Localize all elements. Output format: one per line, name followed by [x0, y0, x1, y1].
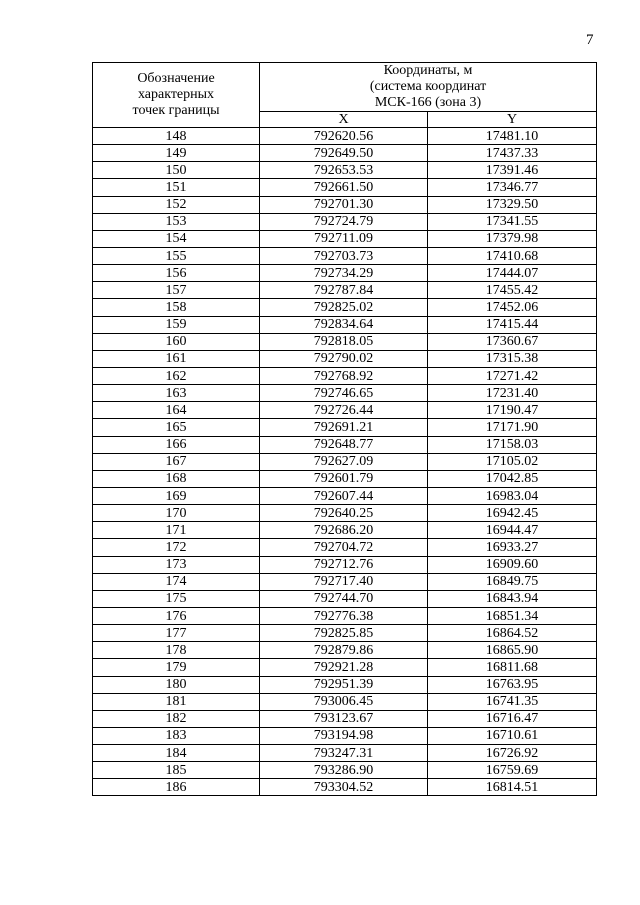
point-header-line: характерных [137, 87, 215, 102]
y-coordinate-cell: 16710.61 [428, 727, 597, 744]
table-row [93, 230, 597, 247]
x-coordinate-cell: 792607.44 [260, 487, 428, 504]
table-row [93, 693, 597, 710]
x-coordinate-cell: 792712.76 [260, 556, 428, 573]
table-row [93, 179, 597, 196]
x-coordinate-cell: 792951.39 [260, 676, 428, 693]
y-coordinate-cell: 17329.50 [428, 196, 597, 213]
x-column-header: X [260, 112, 428, 128]
table-row [93, 385, 597, 402]
y-coordinate-cell: 17415.44 [428, 316, 597, 333]
table-row [93, 350, 597, 367]
point-cell: 181 [93, 693, 260, 710]
table-row [93, 745, 597, 762]
table-row [93, 779, 597, 796]
point-cell: 174 [93, 573, 260, 590]
x-coordinate-cell: 792834.64 [260, 316, 428, 333]
table-row [93, 727, 597, 744]
x-coordinate-cell: 792734.29 [260, 265, 428, 282]
point-cell: 156 [93, 265, 260, 282]
x-coordinate-cell: 792746.65 [260, 385, 428, 402]
table-row [93, 556, 597, 573]
x-coordinate-cell: 792703.73 [260, 247, 428, 264]
x-coordinate-cell: 792879.86 [260, 642, 428, 659]
point-cell: 149 [93, 145, 260, 162]
table-row [93, 436, 597, 453]
point-header-line: Обозначение [137, 71, 215, 86]
point-cell: 172 [93, 539, 260, 556]
coord-header-line: (система координат [369, 79, 487, 94]
y-coordinate-cell: 17391.46 [428, 162, 597, 179]
point-cell: 154 [93, 230, 260, 247]
point-cell: 160 [93, 333, 260, 350]
y-coordinate-cell: 17341.55 [428, 213, 597, 230]
table-row [93, 316, 597, 333]
point-cell: 170 [93, 505, 260, 522]
table-row [93, 419, 597, 436]
table-row [93, 265, 597, 282]
point-cell: 148 [93, 128, 260, 145]
x-coordinate-cell: 792691.21 [260, 419, 428, 436]
x-coordinate-cell: 792704.72 [260, 539, 428, 556]
point-cell: 166 [93, 436, 260, 453]
point-cell: 161 [93, 350, 260, 367]
coordinates-table [92, 62, 597, 796]
table-row [93, 247, 597, 264]
table-row [93, 402, 597, 419]
x-coordinate-cell: 792601.79 [260, 470, 428, 487]
point-cell: 176 [93, 607, 260, 624]
table-row [93, 145, 597, 162]
table-body [93, 128, 597, 796]
table-row [93, 196, 597, 213]
point-cell: 157 [93, 282, 260, 299]
y-coordinate-cell: 17437.33 [428, 145, 597, 162]
x-coordinate-cell: 792717.40 [260, 573, 428, 590]
y-coordinate-cell: 16942.45 [428, 505, 597, 522]
x-coordinate-cell: 793194.98 [260, 727, 428, 744]
x-coordinate-cell: 792653.53 [260, 162, 428, 179]
y-coordinate-cell: 17360.67 [428, 333, 597, 350]
y-coordinate-cell: 17379.98 [428, 230, 597, 247]
y-coordinate-cell: 17105.02 [428, 453, 597, 470]
point-cell: 167 [93, 453, 260, 470]
x-coordinate-cell: 792724.79 [260, 213, 428, 230]
table-row [93, 539, 597, 556]
y-coordinate-cell: 17042.85 [428, 470, 597, 487]
coord-header-line: Координаты, м [383, 63, 473, 78]
table-row [93, 128, 597, 145]
table-row [93, 470, 597, 487]
y-coordinate-cell: 16763.95 [428, 676, 597, 693]
y-coordinate-cell: 17271.42 [428, 367, 597, 384]
y-coordinate-cell: 17346.77 [428, 179, 597, 196]
coord-header-line: МСК-166 (зона 3) [374, 95, 482, 110]
table-row [93, 162, 597, 179]
point-cell: 178 [93, 642, 260, 659]
point-cell: 183 [93, 727, 260, 744]
x-coordinate-cell: 793304.52 [260, 779, 428, 796]
y-coordinate-cell: 16716.47 [428, 710, 597, 727]
table-row [93, 642, 597, 659]
table-row [93, 505, 597, 522]
point-cell: 186 [93, 779, 260, 796]
x-coordinate-cell: 792711.09 [260, 230, 428, 247]
table-row [93, 299, 597, 316]
y-coordinate-cell: 17315.38 [428, 350, 597, 367]
table-row [93, 333, 597, 350]
x-coordinate-cell: 792627.09 [260, 453, 428, 470]
y-coordinate-cell: 16933.27 [428, 539, 597, 556]
table-row [93, 659, 597, 676]
table-row [93, 213, 597, 230]
y-coordinate-cell: 16843.94 [428, 590, 597, 607]
point-cell: 185 [93, 762, 260, 779]
point-cell: 179 [93, 659, 260, 676]
y-coordinate-cell: 17455.42 [428, 282, 597, 299]
y-coordinate-cell: 17190.47 [428, 402, 597, 419]
y-coordinate-cell: 16726.92 [428, 745, 597, 762]
x-coordinate-cell: 792744.70 [260, 590, 428, 607]
x-coordinate-cell: 792640.25 [260, 505, 428, 522]
point-designation-header [93, 63, 260, 128]
x-coordinate-cell: 792790.02 [260, 350, 428, 367]
point-cell: 159 [93, 316, 260, 333]
point-cell: 165 [93, 419, 260, 436]
x-coordinate-cell: 792661.50 [260, 179, 428, 196]
y-coordinate-cell: 16741.35 [428, 693, 597, 710]
coordinates-header [260, 63, 597, 112]
table-row [93, 762, 597, 779]
y-coordinate-cell: 16851.34 [428, 607, 597, 624]
y-coordinate-cell: 16865.90 [428, 642, 597, 659]
point-cell: 168 [93, 470, 260, 487]
point-cell: 151 [93, 179, 260, 196]
point-cell: 177 [93, 625, 260, 642]
point-cell: 173 [93, 556, 260, 573]
table-row [93, 453, 597, 470]
y-coordinate-cell: 16814.51 [428, 779, 597, 796]
table-row [93, 282, 597, 299]
point-cell: 162 [93, 367, 260, 384]
table-row [93, 607, 597, 624]
point-cell: 180 [93, 676, 260, 693]
table-row [93, 710, 597, 727]
point-cell: 153 [93, 213, 260, 230]
x-coordinate-cell: 792921.28 [260, 659, 428, 676]
y-coordinate-cell: 16944.47 [428, 522, 597, 539]
y-coordinate-cell: 17444.07 [428, 265, 597, 282]
x-coordinate-cell: 792776.38 [260, 607, 428, 624]
x-coordinate-cell: 792686.20 [260, 522, 428, 539]
point-cell: 169 [93, 487, 260, 504]
y-column-header: Y [428, 112, 597, 128]
y-coordinate-cell: 16759.69 [428, 762, 597, 779]
y-coordinate-cell: 17171.90 [428, 419, 597, 436]
x-coordinate-cell: 792787.84 [260, 282, 428, 299]
point-cell: 158 [93, 299, 260, 316]
x-coordinate-cell: 792620.56 [260, 128, 428, 145]
table-row [93, 573, 597, 590]
point-cell: 163 [93, 385, 260, 402]
point-cell: 155 [93, 247, 260, 264]
point-cell: 182 [93, 710, 260, 727]
x-coordinate-cell: 793286.90 [260, 762, 428, 779]
y-coordinate-cell: 16811.68 [428, 659, 597, 676]
point-cell: 164 [93, 402, 260, 419]
table-row [93, 590, 597, 607]
table-row [93, 676, 597, 693]
y-coordinate-cell: 16864.52 [428, 625, 597, 642]
y-coordinate-cell: 16983.04 [428, 487, 597, 504]
x-coordinate-cell: 792648.77 [260, 436, 428, 453]
y-coordinate-cell: 17481.10 [428, 128, 597, 145]
y-coordinate-cell: 17410.68 [428, 247, 597, 264]
x-coordinate-cell: 792701.30 [260, 196, 428, 213]
y-coordinate-cell: 17452.06 [428, 299, 597, 316]
x-coordinate-cell: 792818.05 [260, 333, 428, 350]
y-coordinate-cell: 17231.40 [428, 385, 597, 402]
y-coordinate-cell: 16849.75 [428, 573, 597, 590]
point-cell: 150 [93, 162, 260, 179]
x-coordinate-cell: 792726.44 [260, 402, 428, 419]
x-coordinate-cell: 792825.85 [260, 625, 428, 642]
x-coordinate-cell: 793247.31 [260, 745, 428, 762]
x-coordinate-cell: 793123.67 [260, 710, 428, 727]
point-cell: 175 [93, 590, 260, 607]
x-coordinate-cell: 793006.45 [260, 693, 428, 710]
x-coordinate-cell: 792768.92 [260, 367, 428, 384]
point-header-line: точек границы [132, 103, 220, 118]
table-row [93, 625, 597, 642]
table-row [93, 522, 597, 539]
table-row [93, 487, 597, 504]
point-cell: 152 [93, 196, 260, 213]
y-coordinate-cell: 17158.03 [428, 436, 597, 453]
point-cell: 184 [93, 745, 260, 762]
table-row [93, 367, 597, 384]
point-cell: 171 [93, 522, 260, 539]
x-coordinate-cell: 792649.50 [260, 145, 428, 162]
y-coordinate-cell: 16909.60 [428, 556, 597, 573]
x-coordinate-cell: 792825.02 [260, 299, 428, 316]
page-number: 7 [586, 32, 594, 48]
